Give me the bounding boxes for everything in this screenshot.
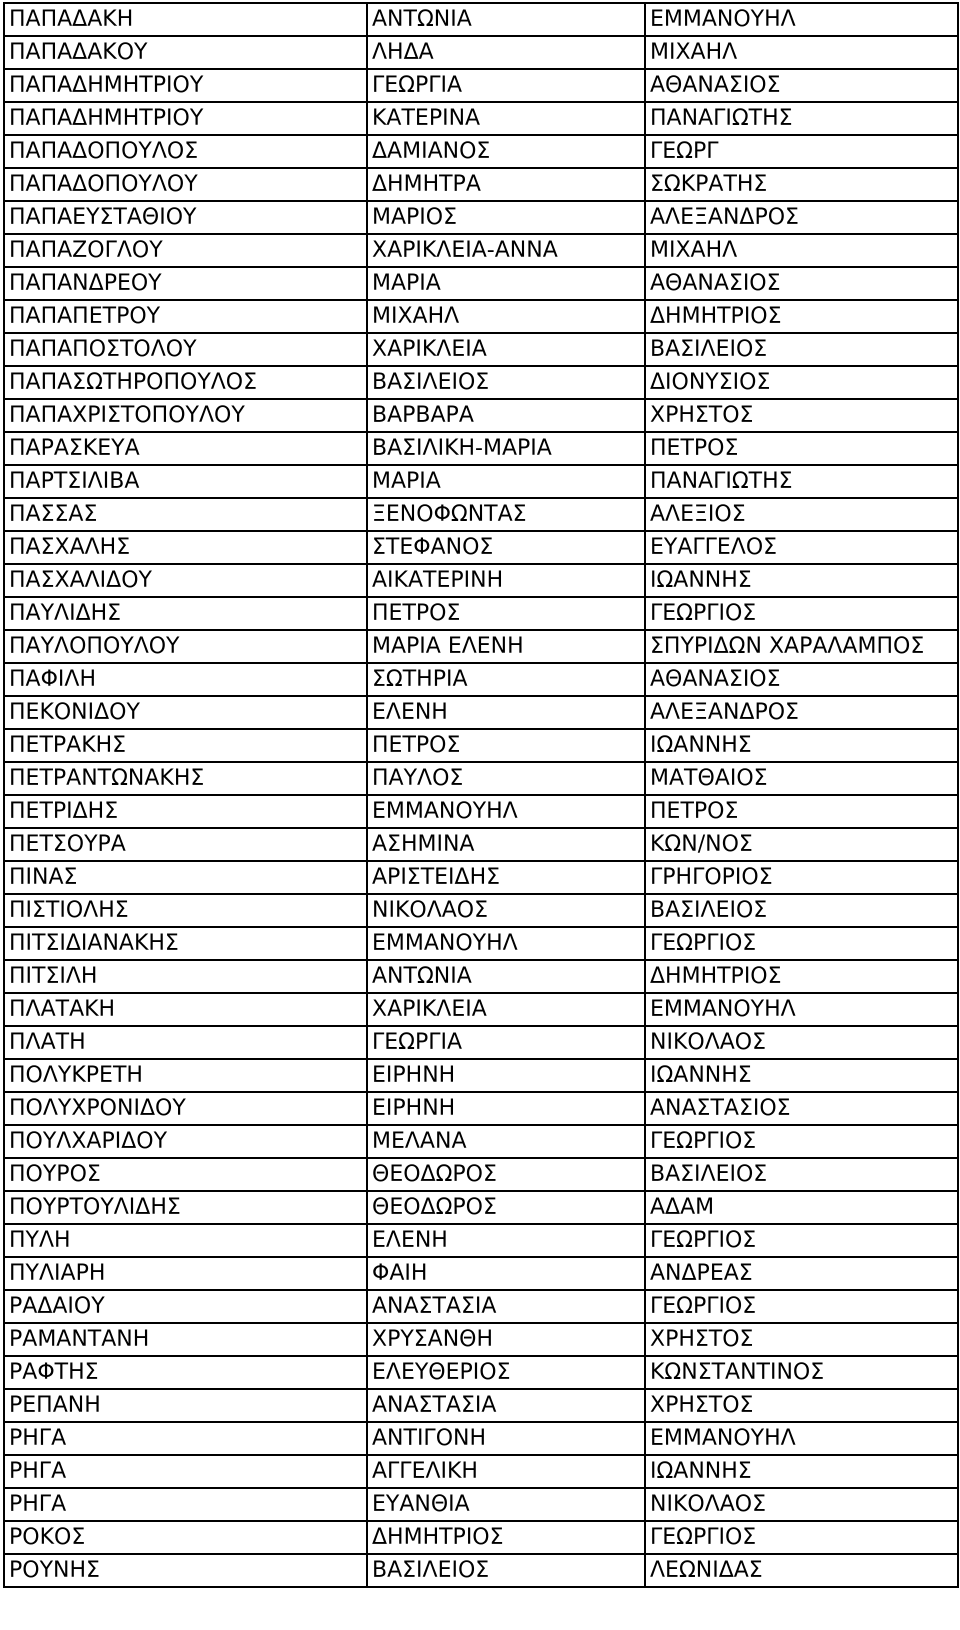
first-name-cell: ΧΡΥΣΑΝΘΗ [367, 1323, 645, 1356]
surname-cell: ΠΛΑΤΗ [4, 1026, 367, 1059]
table-row [4, 102, 958, 135]
table-row [4, 1191, 958, 1224]
surname-cell: ΠΙΝΑΣ [4, 861, 367, 894]
father-name-cell: ΚΩΝΣΤΑΝΤΙΝΟΣ [645, 1356, 958, 1389]
surname-cell: ΠΙΣΤΙΟΛΗΣ [4, 894, 367, 927]
surname-cell: ΠΑΠΑΧΡΙΣΤΟΠΟΥΛΟΥ [4, 399, 367, 432]
first-name-cell: ΜΑΡΙΟΣ [367, 201, 645, 234]
table-row [4, 366, 958, 399]
first-name-cell: ΑΣΗΜΙΝΑ [367, 828, 645, 861]
surname-cell: ΠΑΣΧΑΛΙΔΟΥ [4, 564, 367, 597]
surname-cell: ΠΑΠΑΔΑΚΗ [4, 3, 367, 36]
table-row [4, 729, 958, 762]
surname-cell: ΠΑΠΑΔΑΚΟΥ [4, 36, 367, 69]
first-name-cell: ΑΝΤΩΝΙΑ [367, 3, 645, 36]
table-row [4, 564, 958, 597]
first-name-cell: ΜΕΛΑΝΑ [367, 1125, 645, 1158]
first-name-cell: ΕΛΕΝΗ [367, 1224, 645, 1257]
first-name-cell: ΕΥΑΝΘΙΑ [367, 1488, 645, 1521]
father-name-cell: ΒΑΣΙΛΕΙΟΣ [645, 894, 958, 927]
first-name-cell: ΑΝΤΩΝΙΑ [367, 960, 645, 993]
table-row [4, 531, 958, 564]
father-name-cell: ΛΕΩΝΙΔΑΣ [645, 1554, 958, 1587]
first-name-cell: ΞΕΝΟΦΩΝΤΑΣ [367, 498, 645, 531]
table-row [4, 1224, 958, 1257]
table-row [4, 927, 958, 960]
father-name-cell: ΜΙΧΑΗΛ [645, 234, 958, 267]
surname-cell: ΠΟΥΡΟΣ [4, 1158, 367, 1191]
first-name-cell: ΦΑΙΗ [367, 1257, 645, 1290]
father-name-cell: ΣΠΥΡΙΔΩΝ ΧΑΡΑΛΑΜΠΟΣ [645, 630, 958, 663]
surname-cell: ΡΑΔΑΙΟΥ [4, 1290, 367, 1323]
surname-cell: ΠΑΠΑΖΟΓΛΟΥ [4, 234, 367, 267]
father-name-cell: ΠΕΤΡΟΣ [645, 795, 958, 828]
surname-cell: ΠΑΠΑΝΔΡΕΟΥ [4, 267, 367, 300]
father-name-cell: ΑΘΑΝΑΣΙΟΣ [645, 69, 958, 102]
father-name-cell: ΔΙΟΝΥΣΙΟΣ [645, 366, 958, 399]
table-row [4, 267, 958, 300]
surname-cell: ΡΑΦΤΗΣ [4, 1356, 367, 1389]
father-name-cell: ΙΩΑΝΝΗΣ [645, 729, 958, 762]
table-row [4, 861, 958, 894]
father-name-cell: ΕΥΑΓΓΕΛΟΣ [645, 531, 958, 564]
father-name-cell: ΑΘΑΝΑΣΙΟΣ [645, 663, 958, 696]
table-row [4, 960, 958, 993]
first-name-cell: ΓΕΩΡΓΙΑ [367, 1026, 645, 1059]
first-name-cell: ΒΑΣΙΛΕΙΟΣ [367, 366, 645, 399]
table-row [4, 1455, 958, 1488]
first-name-cell: ΑΝΑΣΤΑΣΙΑ [367, 1290, 645, 1323]
table-row [4, 597, 958, 630]
surname-cell: ΠΑΣΣΑΣ [4, 498, 367, 531]
table-row [4, 300, 958, 333]
table-row [4, 1356, 958, 1389]
table-row [4, 465, 958, 498]
table-row [4, 1323, 958, 1356]
surname-cell: ΡΗΓΑ [4, 1488, 367, 1521]
surname-cell: ΠΑΠΑΕΥΣΤΑΘΙΟΥ [4, 201, 367, 234]
table-row [4, 1422, 958, 1455]
first-name-cell: ΓΕΩΡΓΙΑ [367, 69, 645, 102]
table-row [4, 1488, 958, 1521]
father-name-cell: ΧΡΗΣΤΟΣ [645, 399, 958, 432]
table-row [4, 1125, 958, 1158]
surname-cell: ΡΗΓΑ [4, 1455, 367, 1488]
table-row [4, 894, 958, 927]
surname-cell: ΠΑΦΙΛΗ [4, 663, 367, 696]
father-name-cell: ΓΕΩΡΓΙΟΣ [645, 1224, 958, 1257]
father-name-cell: ΙΩΑΝΝΗΣ [645, 1059, 958, 1092]
father-name-cell: ΜΙΧΑΗΛ [645, 36, 958, 69]
father-name-cell: ΓΕΩΡΓΙΟΣ [645, 927, 958, 960]
surname-cell: ΠΑΠΑΔΗΜΗΤΡΙΟΥ [4, 69, 367, 102]
first-name-cell: ΘΕΟΔΩΡΟΣ [367, 1191, 645, 1224]
first-name-cell: ΑΓΓΕΛΙΚΗ [367, 1455, 645, 1488]
father-name-cell: ΑΛΕΞΑΝΔΡΟΣ [645, 696, 958, 729]
first-name-cell: ΘΕΟΔΩΡΟΣ [367, 1158, 645, 1191]
surname-cell: ΠΟΛΥΚΡΕΤΗ [4, 1059, 367, 1092]
first-name-cell: ΕΛΕΝΗ [367, 696, 645, 729]
father-name-cell: ΓΕΩΡΓΙΟΣ [645, 1290, 958, 1323]
first-name-cell: ΒΑΣΙΛΕΙΟΣ [367, 1554, 645, 1587]
table-row [4, 36, 958, 69]
father-name-cell: ΝΙΚΟΛΑΟΣ [645, 1026, 958, 1059]
father-name-cell: ΔΗΜΗΤΡΙΟΣ [645, 300, 958, 333]
father-name-cell: ΑΘΑΝΑΣΙΟΣ [645, 267, 958, 300]
table-row [4, 333, 958, 366]
table-row [4, 1026, 958, 1059]
surname-cell: ΠΑΡΤΣΙΛΙΒΑ [4, 465, 367, 498]
first-name-cell: ΒΑΣΙΛΙΚΗ-ΜΑΡΙΑ [367, 432, 645, 465]
father-name-cell: ΣΩΚΡΑΤΗΣ [645, 168, 958, 201]
first-name-cell: ΕΜΜΑΝΟΥΗΛ [367, 795, 645, 828]
first-name-cell: ΔΗΜΗΤΡΙΟΣ [367, 1521, 645, 1554]
father-name-cell: ΑΔΑΜ [645, 1191, 958, 1224]
surname-cell: ΠΥΛΙΑΡΗ [4, 1257, 367, 1290]
surname-cell: ΠΛΑΤΑΚΗ [4, 993, 367, 1026]
father-name-cell: ΠΑΝΑΓΙΩΤΗΣ [645, 102, 958, 135]
first-name-cell: ΑΙΚΑΤΕΡΙΝΗ [367, 564, 645, 597]
table-row [4, 201, 958, 234]
first-name-cell: ΝΙΚΟΛΑΟΣ [367, 894, 645, 927]
surname-cell: ΠΑΥΛΙΔΗΣ [4, 597, 367, 630]
father-name-cell: ΒΑΣΙΛΕΙΟΣ [645, 333, 958, 366]
first-name-cell: ΚΑΤΕΡΙΝΑ [367, 102, 645, 135]
surname-cell: ΡΕΠΑΝΗ [4, 1389, 367, 1422]
table-row [4, 1389, 958, 1422]
surname-cell: ΠΑΠΑΔΟΠΟΥΛΟΥ [4, 168, 367, 201]
father-name-cell: ΠΑΝΑΓΙΩΤΗΣ [645, 465, 958, 498]
table-row [4, 432, 958, 465]
surname-cell: ΡΗΓΑ [4, 1422, 367, 1455]
father-name-cell: ΒΑΣΙΛΕΙΟΣ [645, 1158, 958, 1191]
table-row [4, 762, 958, 795]
surname-cell: ΠΙΤΣΙΔΙΑΝΑΚΗΣ [4, 927, 367, 960]
surname-cell: ΠΟΥΛΧΑΡΙΔΟΥ [4, 1125, 367, 1158]
surname-cell: ΠΟΛΥΧΡΟΝΙΔΟΥ [4, 1092, 367, 1125]
first-name-cell: ΕΜΜΑΝΟΥΗΛ [367, 927, 645, 960]
father-name-cell: ΔΗΜΗΤΡΙΟΣ [645, 960, 958, 993]
table-row [4, 498, 958, 531]
table-row [4, 795, 958, 828]
table-row [4, 1092, 958, 1125]
first-name-cell: ΕΙΡΗΝΗ [367, 1059, 645, 1092]
father-name-cell: ΜΑΤΘΑΙΟΣ [645, 762, 958, 795]
table-row [4, 1554, 958, 1587]
first-name-cell: ΜΑΡΙΑ ΕΛΕΝΗ [367, 630, 645, 663]
first-name-cell: ΔΑΜΙΑΝΟΣ [367, 135, 645, 168]
surname-cell: ΠΑΠΑΠΟΣΤΟΛΟΥ [4, 333, 367, 366]
table-row [4, 993, 958, 1026]
first-name-cell: ΧΑΡΙΚΛΕΙΑ [367, 993, 645, 1026]
table-row [4, 1158, 958, 1191]
father-name-cell: ΙΩΑΝΝΗΣ [645, 1455, 958, 1488]
surname-cell: ΠΑΣΧΑΛΗΣ [4, 531, 367, 564]
father-name-cell: ΓΡΗΓΟΡΙΟΣ [645, 861, 958, 894]
surname-cell: ΡΟΚΟΣ [4, 1521, 367, 1554]
table-row [4, 168, 958, 201]
father-name-cell: ΓΕΩΡΓΙΟΣ [645, 1125, 958, 1158]
first-name-cell: ΣΤΕΦΑΝΟΣ [367, 531, 645, 564]
father-name-cell: ΓΕΩΡΓΙΟΣ [645, 597, 958, 630]
surname-cell: ΠΕΤΣΟΥΡΑ [4, 828, 367, 861]
names-table-body [4, 3, 958, 1587]
table-row [4, 696, 958, 729]
table-row [4, 1059, 958, 1092]
father-name-cell: ΑΝΔΡΕΑΣ [645, 1257, 958, 1290]
first-name-cell: ΑΝΑΣΤΑΣΙΑ [367, 1389, 645, 1422]
first-name-cell: ΧΑΡΙΚΛΕΙΑ-ΑΝΝΑ [367, 234, 645, 267]
surname-cell: ΠΕΚΟΝΙΔΟΥ [4, 696, 367, 729]
father-name-cell: ΕΜΜΑΝΟΥΗΛ [645, 1422, 958, 1455]
first-name-cell: ΜΑΡΙΑ [367, 267, 645, 300]
table-row [4, 828, 958, 861]
surname-cell: ΠΑΠΑΔΟΠΟΥΛΟΣ [4, 135, 367, 168]
table-row [4, 1521, 958, 1554]
first-name-cell: ΠΕΤΡΟΣ [367, 597, 645, 630]
first-name-cell: ΛΗΔΑ [367, 36, 645, 69]
surname-cell: ΠΥΛΗ [4, 1224, 367, 1257]
first-name-cell: ΒΑΡΒΑΡΑ [367, 399, 645, 432]
first-name-cell: ΜΙΧΑΗΛ [367, 300, 645, 333]
surname-cell: ΡΟΥΝΗΣ [4, 1554, 367, 1587]
surname-cell: ΠΑΠΑΔΗΜΗΤΡΙΟΥ [4, 102, 367, 135]
table-row [4, 630, 958, 663]
first-name-cell: ΠΕΤΡΟΣ [367, 729, 645, 762]
table-row [4, 135, 958, 168]
father-name-cell: ΑΛΕΞΙΟΣ [645, 498, 958, 531]
table-row [4, 234, 958, 267]
surname-cell: ΠΑΥΛΟΠΟΥΛΟΥ [4, 630, 367, 663]
surname-cell: ΠΕΤΡΑΚΗΣ [4, 729, 367, 762]
surname-cell: ΠΕΤΡΑΝΤΩΝΑΚΗΣ [4, 762, 367, 795]
table-row [4, 69, 958, 102]
first-name-cell: ΔΗΜΗΤΡΑ [367, 168, 645, 201]
surname-cell: ΠΕΤΡΙΔΗΣ [4, 795, 367, 828]
surname-cell: ΠΑΡΑΣΚΕΥΑ [4, 432, 367, 465]
father-name-cell: ΧΡΗΣΤΟΣ [645, 1389, 958, 1422]
table-row [4, 1290, 958, 1323]
father-name-cell: ΑΛΕΞΑΝΔΡΟΣ [645, 201, 958, 234]
table-row [4, 663, 958, 696]
father-name-cell: ΕΜΜΑΝΟΥΗΛ [645, 993, 958, 1026]
father-name-cell: ΓΕΩΡΓΙΟΣ [645, 1521, 958, 1554]
surname-cell: ΠΑΠΑΠΕΤΡΟΥ [4, 300, 367, 333]
first-name-cell: ΣΩΤΗΡΙΑ [367, 663, 645, 696]
surname-cell: ΠΙΤΣΙΛΗ [4, 960, 367, 993]
first-name-cell: ΧΑΡΙΚΛΕΙΑ [367, 333, 645, 366]
father-name-cell: ΓΕΩΡΓ [645, 135, 958, 168]
first-name-cell: ΕΙΡΗΝΗ [367, 1092, 645, 1125]
table-row [4, 1257, 958, 1290]
first-name-cell: ΑΝΤΙΓΟΝΗ [367, 1422, 645, 1455]
surname-cell: ΠΟΥΡΤΟΥΛΙΔΗΣ [4, 1191, 367, 1224]
father-name-cell: ΚΩΝ/ΝΟΣ [645, 828, 958, 861]
table-row [4, 3, 958, 36]
table-row [4, 399, 958, 432]
surname-cell: ΠΑΠΑΣΩΤΗΡΟΠΟΥΛΟΣ [4, 366, 367, 399]
names-table [3, 2, 959, 1588]
father-name-cell: ΧΡΗΣΤΟΣ [645, 1323, 958, 1356]
first-name-cell: ΑΡΙΣΤΕΙΔΗΣ [367, 861, 645, 894]
father-name-cell: ΑΝΑΣΤΑΣΙΟΣ [645, 1092, 958, 1125]
first-name-cell: ΜΑΡΙΑ [367, 465, 645, 498]
first-name-cell: ΕΛΕΥΘΕΡΙΟΣ [367, 1356, 645, 1389]
father-name-cell: ΠΕΤΡΟΣ [645, 432, 958, 465]
father-name-cell: ΙΩΑΝΝΗΣ [645, 564, 958, 597]
father-name-cell: ΝΙΚΟΛΑΟΣ [645, 1488, 958, 1521]
first-name-cell: ΠΑΥΛΟΣ [367, 762, 645, 795]
father-name-cell: ΕΜΜΑΝΟΥΗΛ [645, 3, 958, 36]
surname-cell: ΡΑΜΑΝΤΑΝΗ [4, 1323, 367, 1356]
